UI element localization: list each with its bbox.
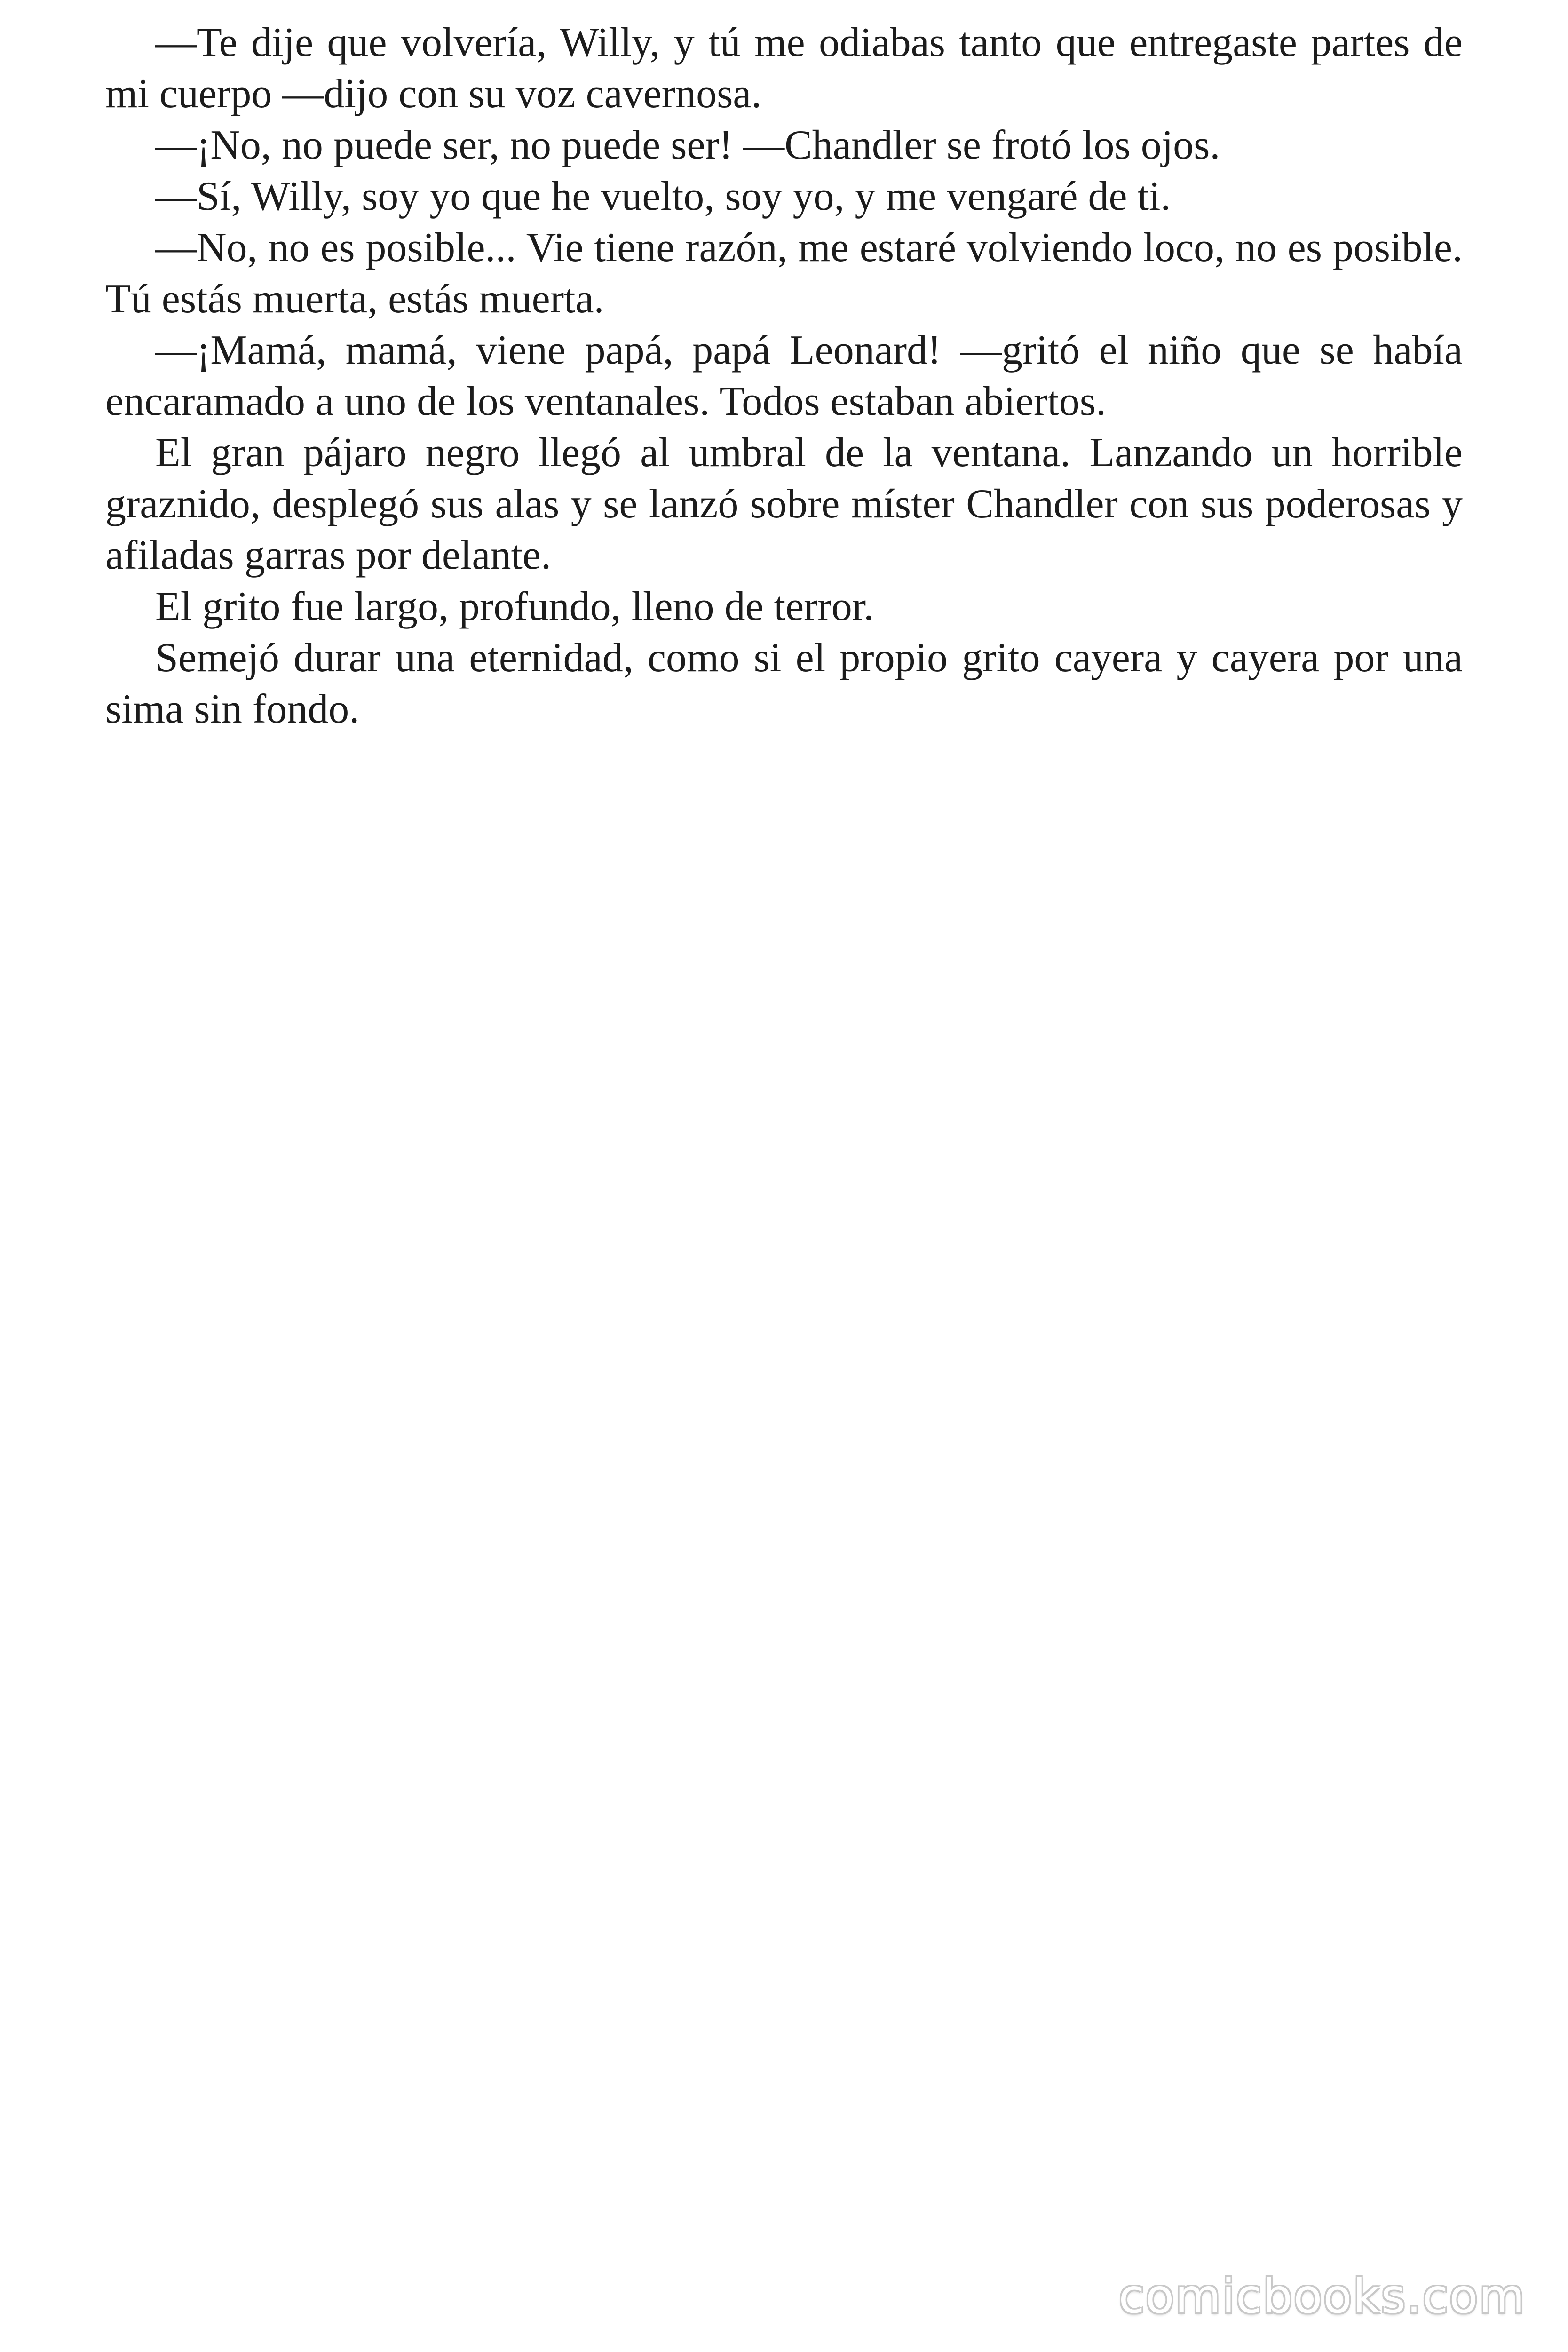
paragraph: —Te dije que volvería, Willy, y tú me odiabas tanto que entregaste partes de mi cuerpo —dijo con su voz cavernosa. (105, 20, 1463, 117)
paragraph: Semejó durar una eternidad, como si el propio grito cayera y cayera por una sima sin fondo. (105, 635, 1463, 732)
paragraph: —No, no es posible... Vie tiene razón, me estaré volviendo loco, no es posible. Tú estás muerta, estás muerta. (105, 225, 1463, 322)
paragraph: —Sí, Willy, soy yo que he vuelto, soy yo, y me vengaré de ti. (155, 174, 1171, 219)
paragraph: —¡No, no puede ser, no puede ser! —Chandler se frotó los ojos. (155, 122, 1220, 168)
paragraph: El grito fue largo, profundo, lleno de terror. (155, 584, 874, 629)
paragraph: —¡Mamá, mamá, viene papá, papá Leonard! —gritó el niño que se había encaramado a uno de los ventanales. Todos estaban abiertos. (105, 327, 1463, 424)
watermark: comicbooks.com (1118, 2269, 1526, 2324)
page-text (105, 17, 1463, 735)
paragraph: El gran pájaro negro llegó al umbral de la ventana. Lanzando un horrible graznido, desplegó sus alas y se lanzó sobre míster Chandler con sus poderosas y afiladas garras por delante. (105, 430, 1463, 578)
